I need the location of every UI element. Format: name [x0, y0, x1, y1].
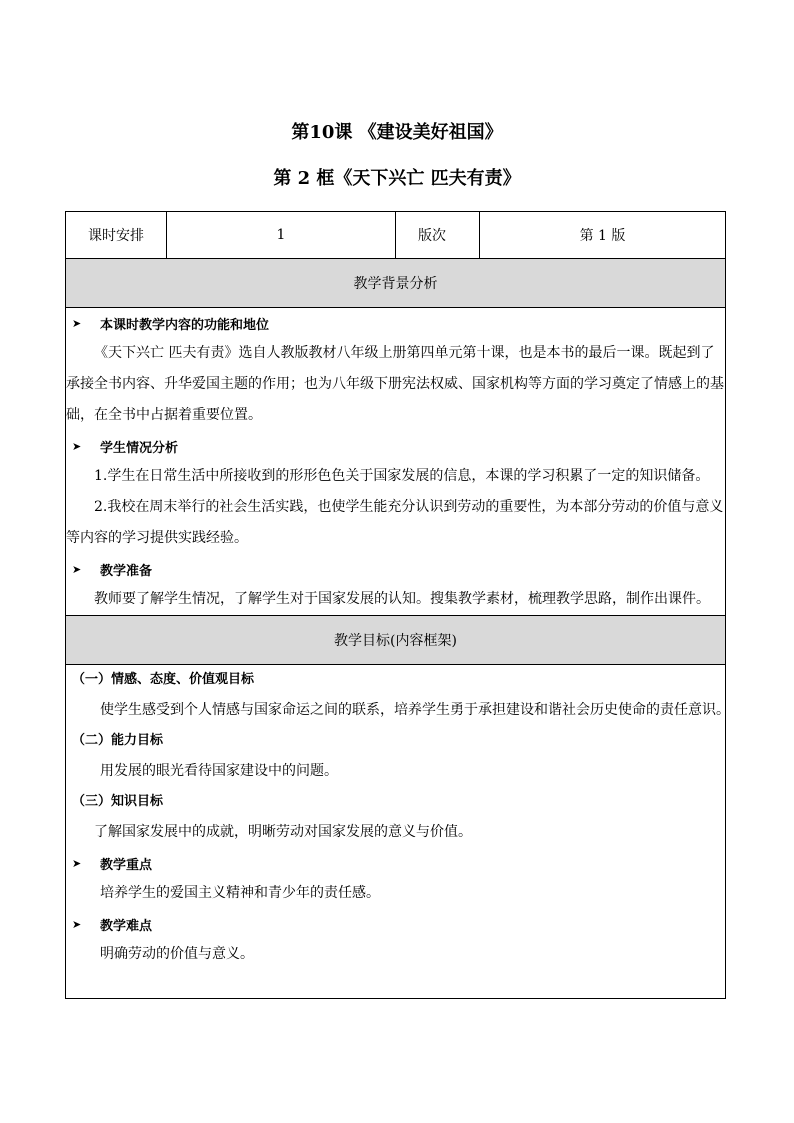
- objectives-heading: 教学目标(内容框架): [66, 616, 726, 665]
- version-value: 第 1 版: [480, 212, 726, 259]
- arrow-bullet-icon: ➤: [72, 439, 82, 453]
- goal-title: （二）能力目标: [72, 733, 164, 748]
- hours-label: 课时安排: [66, 212, 167, 259]
- paragraph: 教师要了解学生情况，了解学生对于国家发展的认知。搜集教学素材，梳理教学思路，制作出课件。: [94, 591, 710, 607]
- arrow-bullet-icon: ➤: [72, 316, 82, 330]
- bullet-title: 学生情况分析: [100, 440, 179, 456]
- goal-text: 了解国家发展中的成就，明晰劳动对国家发展的意义与价值。: [94, 824, 472, 840]
- bullet-title: 教学难点: [100, 918, 153, 934]
- bullet-item: [66, 308, 725, 338]
- paragraph: 1.学生在日常生活中所接收到的形形色色关于国家发展的信息，本课的学习积累了一定的知识储备。: [94, 468, 710, 484]
- lesson-subtitle: 第 2 框《天下兴亡 匹夫有责》: [273, 168, 521, 189]
- lesson-plan-table: [65, 211, 730, 999]
- background-heading: 教学背景分析: [66, 259, 726, 308]
- goal-text: 用发展的眼光看待国家建设中的问题。: [100, 763, 338, 779]
- background-content: [66, 308, 726, 616]
- bullet-item: [66, 848, 725, 878]
- arrow-bullet-icon: ➤: [72, 562, 82, 576]
- goal-text: 使学生感受到个人情感与国家命运之间的联系，培养学生勇于承担建设和谐社会历史使命的责任意识。: [100, 702, 730, 718]
- lesson-title: 第10课 《建设美好祖国》: [291, 122, 503, 143]
- key-point-text: 培养学生的爱国主义精神和青少年的责任感。: [100, 885, 380, 901]
- bullet-item: [66, 554, 725, 584]
- hours-value: 1: [167, 212, 396, 259]
- bullet-title: 本课时教学内容的功能和地位: [100, 317, 270, 333]
- goal-title: （一）情感、态度、价值观目标: [72, 672, 255, 687]
- meta-row: [66, 212, 726, 259]
- goal-title: （三）知识目标: [72, 794, 164, 809]
- bullet-title: 教学准备: [100, 563, 153, 579]
- paragraph: 2.我校在周末举行的社会生活实践，也使学生能充分认识到劳动的重要性，为本部分劳动的价值与意义等内容的学习提供实践经验。: [66, 499, 724, 546]
- bullet-item: [66, 909, 725, 939]
- bullet-item: [66, 431, 725, 461]
- arrow-bullet-icon: ➤: [72, 917, 82, 931]
- difficulty-text: 明确劳动的价值与意义。: [100, 946, 254, 962]
- objectives-content: [66, 665, 730, 999]
- version-label: 版次: [396, 212, 480, 259]
- arrow-bullet-icon: ➤: [72, 856, 82, 870]
- paragraph: 《天下兴亡 匹夫有责》选自人教版教材八年级上册第四单元第十课，也是本书的最后一课。既起到了承接全书内容、升华爱国主题的作用；也为八年级下册宪法权威、国家机构等方面的学习奠定了情感上的基础，在全书中占据着重要位置。: [66, 345, 724, 423]
- bullet-title: 教学重点: [100, 857, 153, 873]
